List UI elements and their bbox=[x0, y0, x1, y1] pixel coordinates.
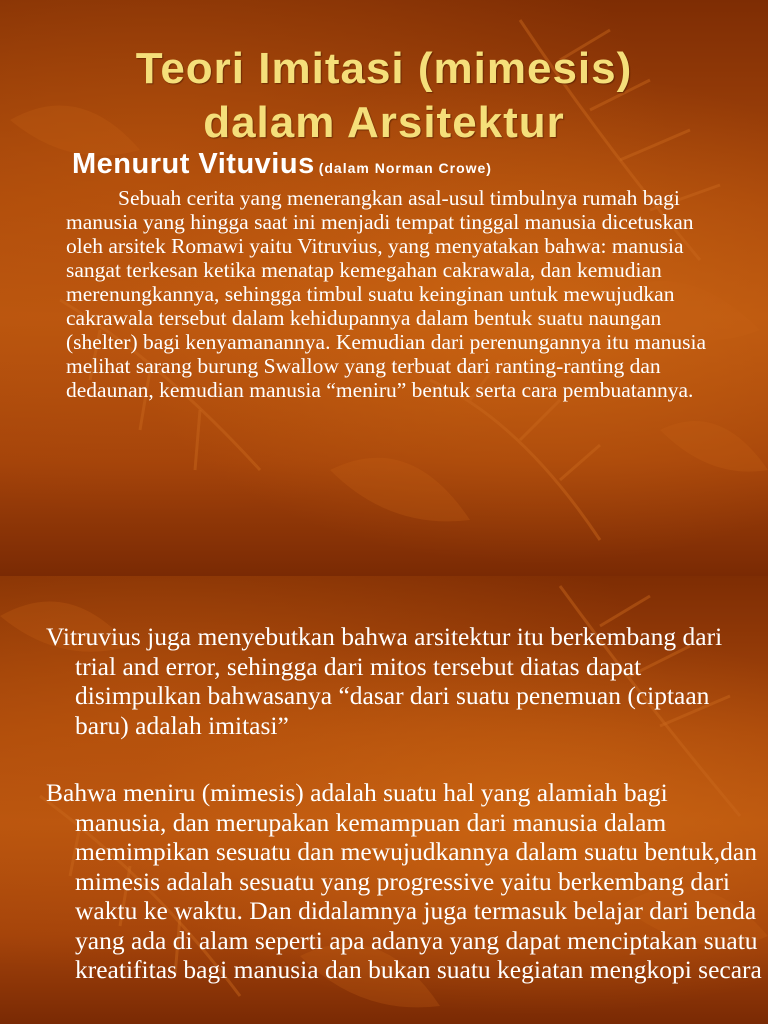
slide-subtitle bbox=[72, 148, 492, 181]
subtitle-source: (dalam Norman Crowe) bbox=[318, 160, 492, 176]
slide-title bbox=[0, 42, 768, 150]
slide-title-line-2: dalam Arsitektur bbox=[203, 98, 565, 147]
slide-1-body-text: Sebuah cerita yang menerangkan asal-usul timbulnya rumah bagi manusia yang hingga saat ini menjadi tempat tinggal manusia dicetuskan oleh arsitek Romawi yaitu Vitruvius, yang menyatakan bahwa: manusia sangat terkesan ketika menatap kemegahan cakrawala, dan kemudian merenungkannya, sehingga timbul suatu keinginan untuk mewujudkan cakrawala tersebut dalam kehidupannya dalam bentuk suatu naungan (shelter) bagi kenyamanannya. Kemudian dari perenungannya itu manusia melihat sarang burung Swallow yang terbuat dari ranting-ranting dan dedaunan, kemudian manusia “meniru” bentuk serta cara pembuatannya. bbox=[66, 186, 706, 402]
slide-title-line-1: Teori Imitasi (mimesis) bbox=[135, 44, 633, 93]
slide-2-paragraph-2: Bahwa meniru (mimesis) adalah suatu hal yang alamiah bagi manusia, dan merupakan kemampuan dari manusia dalam memimpikan sesuatu dan mewujudkannya dalam suatu bentuk,dan mimesis adalah sesuatu yang progressive yaitu berkembang dari waktu ke waktu. Dan didalamnya juga termasuk belajar dari benda yang ada di alam seperti apa adanya yang dapat menciptakan suatu kreatifitas bagi manusia dan bukan suatu kegiatan mengkopi secara bbox=[46, 778, 762, 984]
subtitle-author: Menurut Vituvius bbox=[72, 148, 315, 180]
slide-2 bbox=[0, 576, 768, 1024]
slide-2-paragraph-1: Vitruvius juga menyebutkan bahwa arsitektur itu berkembang dari trial and error, sehingga dari mitos tersebut diatas dapat disimpulkan bahwasanya “dasar dari suatu penemuan (ciptaan baru) adalah imitasi” bbox=[46, 622, 723, 740]
